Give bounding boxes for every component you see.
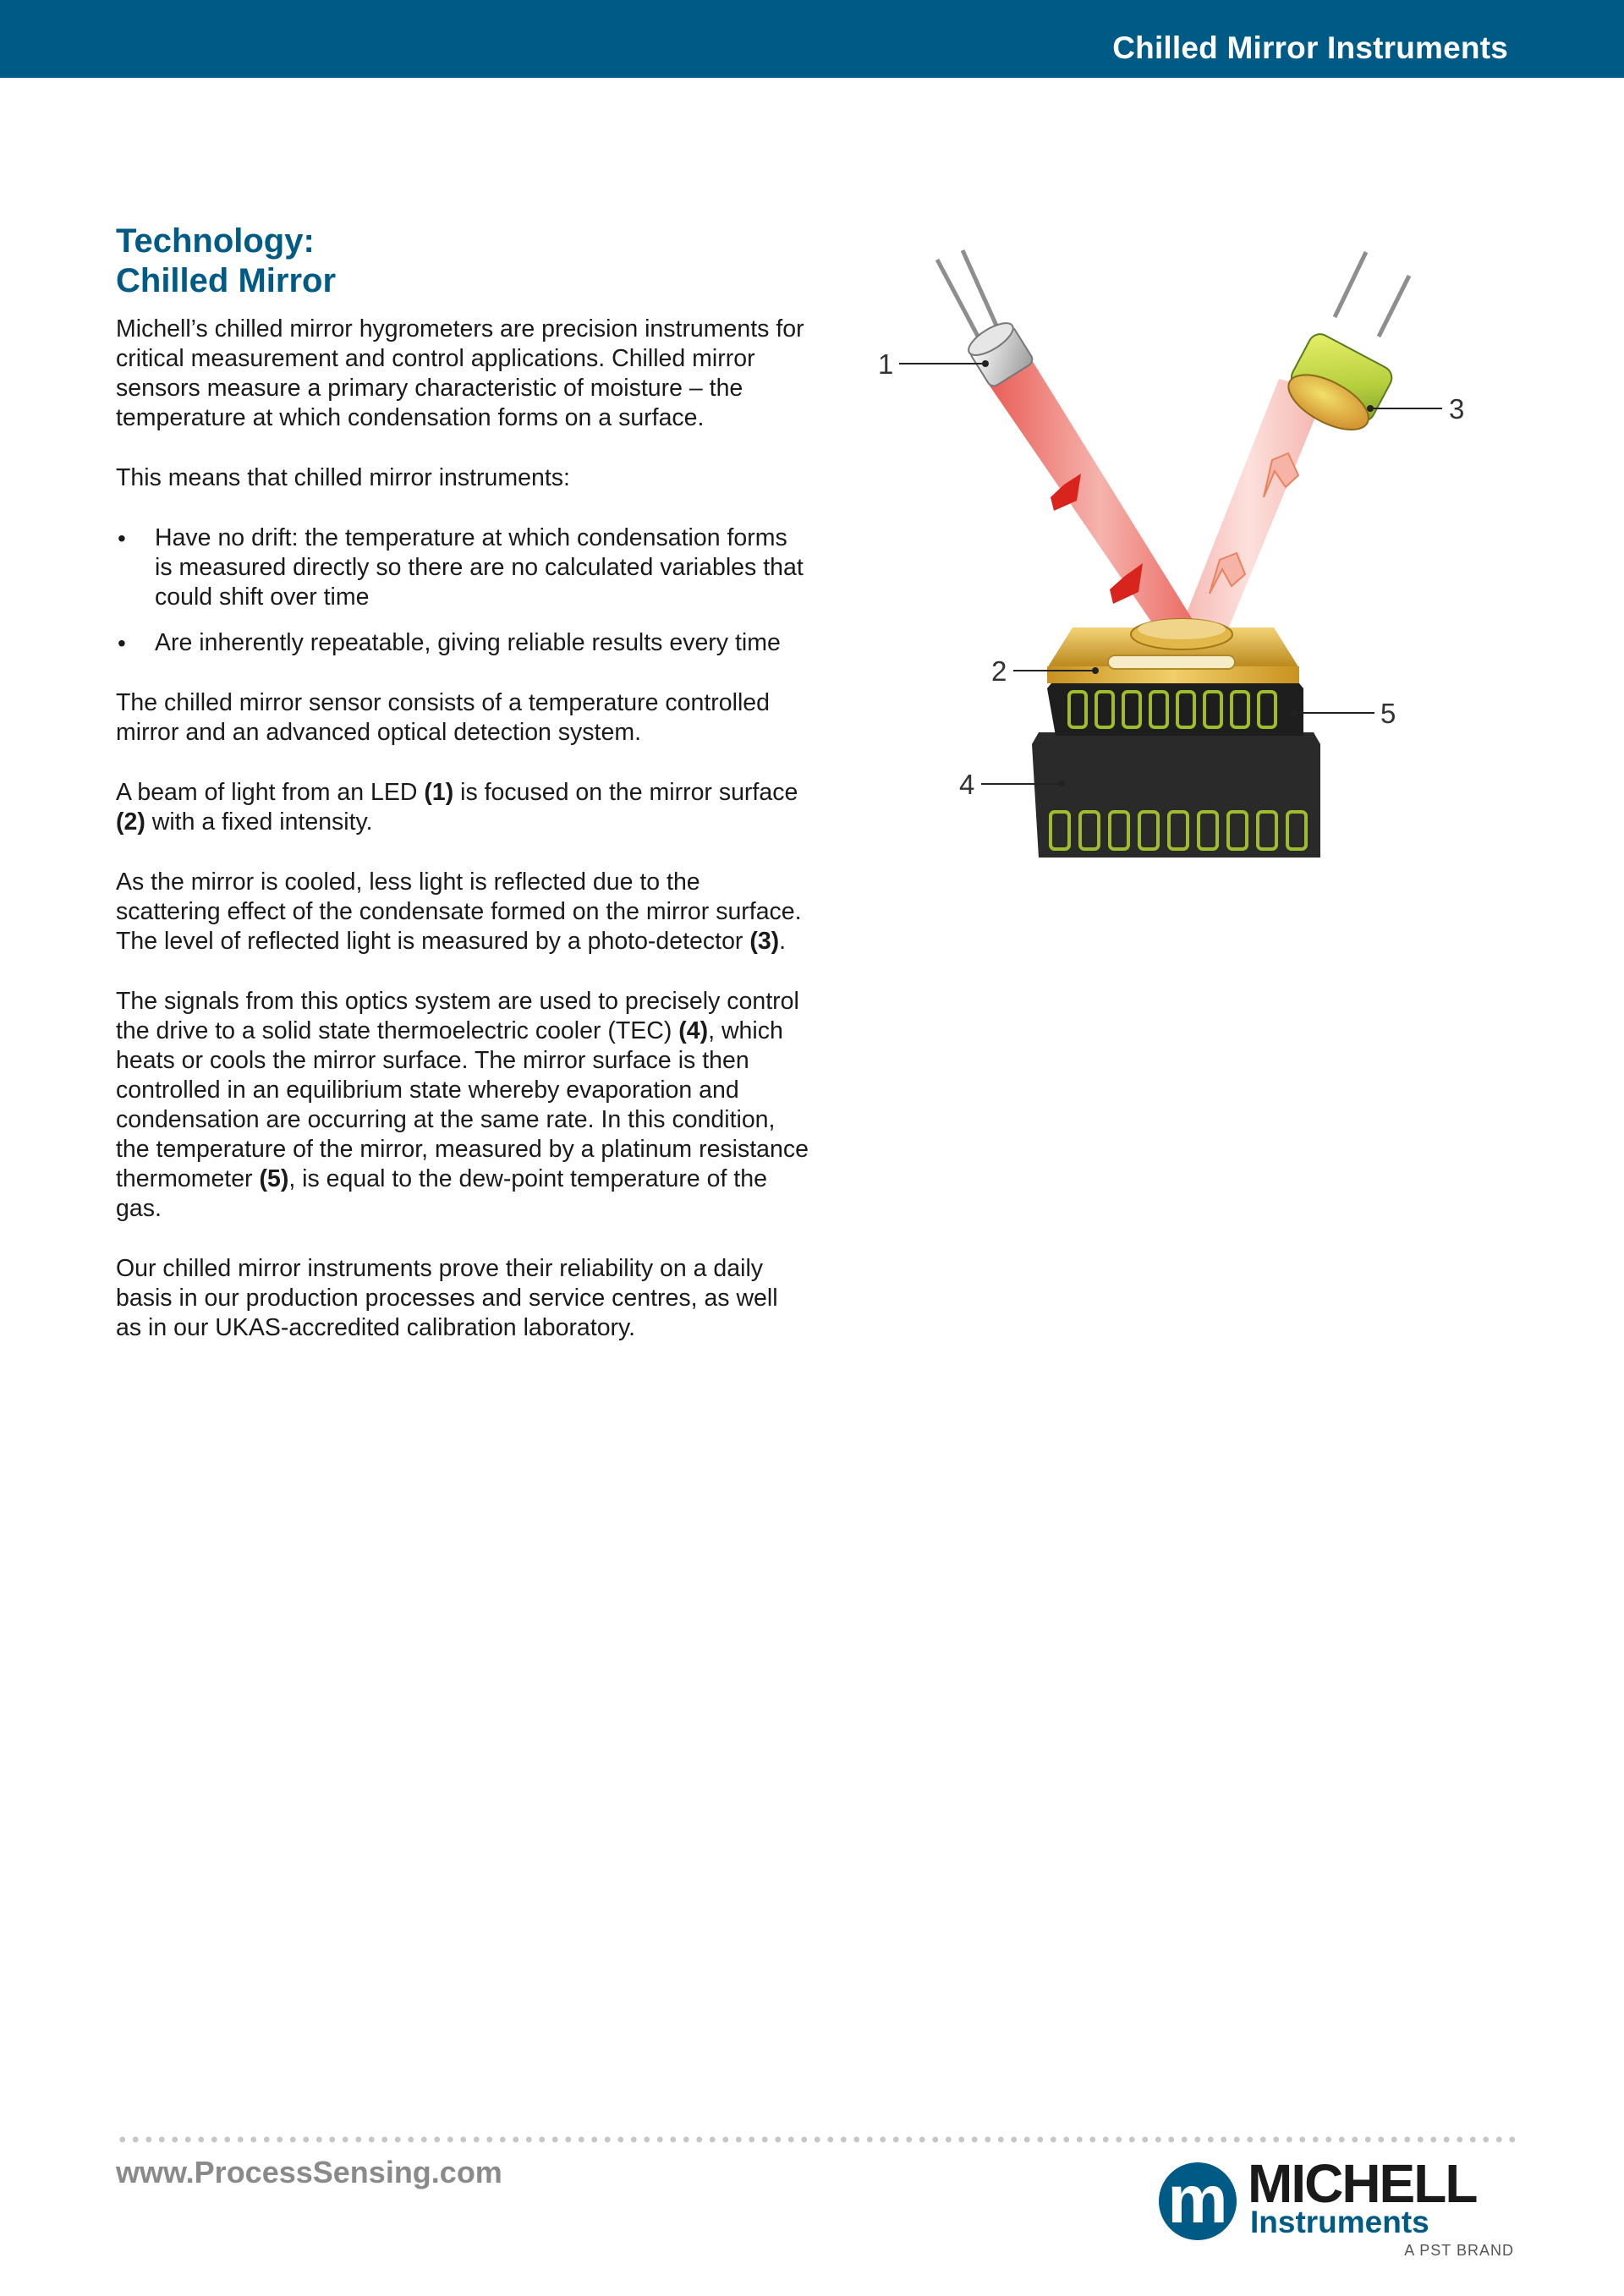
page-title-line-2: Chilled Mirror bbox=[116, 262, 337, 299]
header-title: Chilled Mirror Instruments bbox=[1112, 30, 1508, 65]
signals-text-c: , is equal to the dew-point temperature of the gas. bbox=[116, 1165, 767, 1222]
header-bar bbox=[0, 0, 1624, 78]
logo-subtitle: Instruments bbox=[1250, 2205, 1429, 2239]
callout-3: 3 bbox=[1449, 393, 1465, 425]
page-title bbox=[116, 222, 809, 301]
logo-mark-letter: m bbox=[1167, 2162, 1228, 2237]
bullet-icon: • bbox=[118, 525, 126, 551]
sensor-paragraph: The chilled mirror sensor consists of a temperature controlled mirror and an advanced optical detection system. bbox=[116, 689, 770, 746]
mirror-surface-top bbox=[1138, 619, 1226, 639]
led-text-b: is focused on the mirror surface bbox=[453, 779, 798, 806]
ref-3: (3) bbox=[749, 928, 780, 955]
led-text-a: A beam of light from an LED bbox=[116, 779, 425, 806]
bullet-icon: • bbox=[118, 630, 126, 656]
callout-1: 1 bbox=[878, 348, 894, 380]
logo-mark-icon bbox=[1159, 2162, 1237, 2240]
signals-paragraph bbox=[116, 987, 809, 1224]
ref-4: (4) bbox=[678, 1017, 709, 1044]
list-item bbox=[116, 523, 809, 612]
ref-1: (1) bbox=[424, 779, 454, 806]
logo-brand: A PST BRAND bbox=[1404, 2242, 1514, 2259]
cooled-text-a: As the mirror is cooled, less light is reflected due to the scattering effect of the condensate formed on the mirror surface. The level of reflected light is measured by a photo-detector bbox=[116, 869, 802, 955]
led-paragraph bbox=[116, 778, 809, 837]
michell-logo bbox=[1159, 2153, 1514, 2262]
means-paragraph: This means that chilled mirror instruments: bbox=[116, 464, 570, 491]
logo-name: MICHELL bbox=[1248, 2153, 1477, 2214]
detector-lead bbox=[1335, 252, 1366, 317]
callout-4: 4 bbox=[959, 769, 975, 800]
cooled-text-b: . bbox=[779, 928, 787, 955]
detector-lead bbox=[1379, 276, 1409, 337]
callout-dot-5 bbox=[1291, 710, 1298, 716]
main-content bbox=[116, 222, 809, 1373]
incident-beam bbox=[984, 360, 1216, 658]
diagram-svg bbox=[854, 228, 1480, 871]
cooled-paragraph bbox=[116, 868, 809, 956]
prt-thermometer bbox=[1108, 655, 1235, 669]
footer-url[interactable]: www.ProcessSensing.com bbox=[116, 2155, 502, 2189]
page-title-line-1: Technology: bbox=[116, 222, 315, 260]
tec-lower-face bbox=[1039, 744, 1320, 803]
reflected-beam bbox=[1171, 379, 1326, 658]
benefits-list bbox=[116, 523, 809, 658]
list-item bbox=[116, 628, 809, 658]
callout-dot-4 bbox=[1058, 781, 1065, 787]
signals-text-a: The signals from this optics system are used to precisely control the drive to a solid state thermoelectric cooler (TEC) bbox=[116, 988, 799, 1044]
ref-5: (5) bbox=[259, 1165, 289, 1192]
footer-divider bbox=[116, 2135, 1516, 2144]
bullet-text: Are inherently repeatable, giving reliable results every time bbox=[155, 629, 781, 656]
callout-5: 5 bbox=[1380, 698, 1396, 729]
ref-2: (2) bbox=[116, 808, 145, 836]
bullet-text: Have no drift: the temperature at which condensation forms is measured directly so there are no calculated variables that could shift over time bbox=[155, 524, 804, 611]
signals-text-b: , which heats or cools the mirror surface. The mirror surface is then controlled in an equilibrium state whereby evaporation and condensation are occurring at the same rate. In this condition, the temperature of the mirror, measured by a platinum resistance thermometer bbox=[116, 1017, 809, 1192]
callout-dot-1 bbox=[982, 360, 989, 367]
chilled-mirror-diagram bbox=[854, 228, 1480, 871]
callout-dot-2 bbox=[1092, 667, 1099, 674]
callout-dot-3 bbox=[1367, 405, 1374, 412]
intro-paragraph: Michell’s chilled mirror hygrometers are precision instruments for critical measurement and control applications. Chilled mirror sensors measure a primary characteristic of moisture – the temperature at which condensation forms on a surface. bbox=[116, 315, 804, 431]
led-text-c: with a fixed intensity. bbox=[145, 808, 373, 836]
callout-2: 2 bbox=[991, 655, 1007, 687]
reliability-paragraph: Our chilled mirror instruments prove their reliability on a daily basis in our production processes and service centres, as well as in our UKAS-accredited calibration laboratory. bbox=[116, 1255, 778, 1341]
